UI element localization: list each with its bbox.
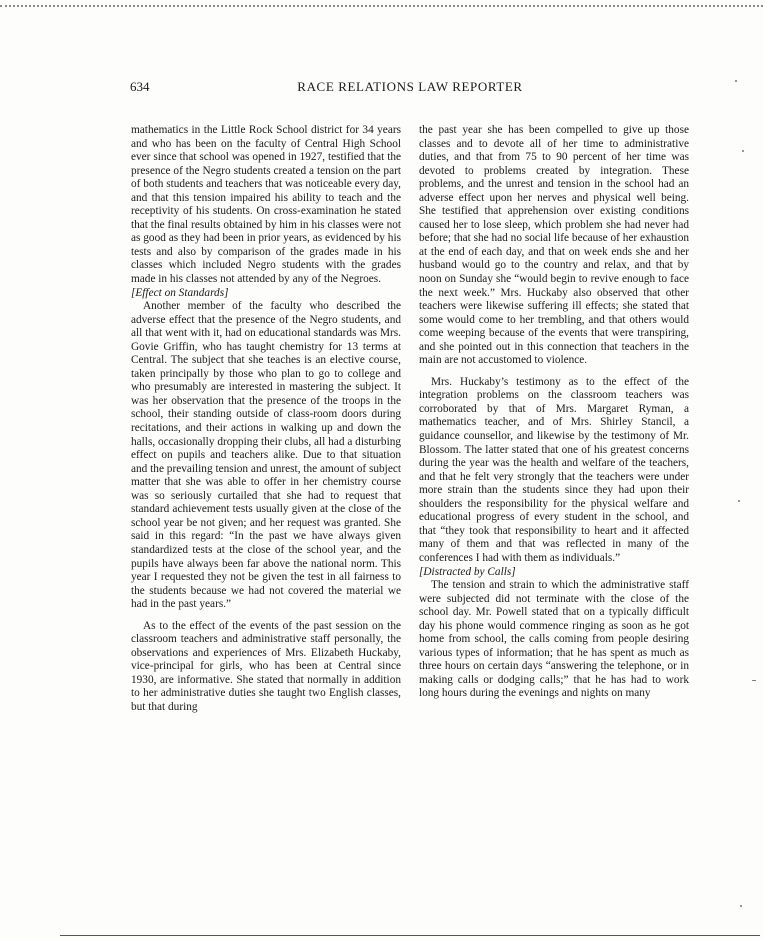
right-paragraph-1: the past year she has been compelled to give up those classes and to devote all of her time to administrative duties, and that from 75 to 90 percent of her time was devoted to problems created by integration. These problems, and the unrest and tension in the school had an adverse effect upon her nerves and physical well being. She testified that apprehension over existing conditions caused her to lose sleep, which problem she had never had before; that she had no social life because of her exhaustion at the end of each day, and that on week ends she and her husband would go to the country and relax, and that by noon on Sunday she “would begin to revive enough to face the next week.” Mrs. Huckaby also observed that other teachers were likewise suffering ill effects; she stated that some would come to her trembling, and that others would come weeping because of the events that were transpiring, and she pointed out in this connection that teachers in the main are not accustomed to violence. xyxy=(419,124,689,367)
top-edge-rule xyxy=(0,5,763,7)
left-paragraph-3: As to the effect of the events of the past session on the classroom teachers and administrative staff personally, the observations and experiences of Mrs. Elizabeth Huckaby, vice-principal for girls, who has been at Central since 1930, are informative. She stated that normally in addition to her administrative duties she taught two English classes, but that during xyxy=(131,619,401,713)
page-header xyxy=(130,79,690,97)
subhead-distracted-by-calls: [Distracted by Calls] xyxy=(419,565,516,578)
bottom-edge-rule xyxy=(60,935,760,936)
running-head: RACE RELATIONS LAW REPORTER xyxy=(297,79,523,94)
scan-speck xyxy=(740,905,742,907)
scan-speck xyxy=(742,150,744,152)
left-paragraph-1: mathematics in the Little Rock School district for 34 years and who has been on the faculty of Central High School ever since that school was opened in 1927, testified that the presence of the Negro students created a tension on the part of both students and teachers that was noticeable every day, and that this tension impaired his ability to teach and the receptivity of his students. On cross-examination he stated that the final results obtained by him in his classes were not as good as they had been in prior years, as evidenced by his tests and also by comparison of the grades made in his classes which included Negro students with the grades made in his classes not attended by any of the Negroes. xyxy=(131,124,401,286)
left-column xyxy=(131,124,401,715)
scan-speck xyxy=(735,80,737,82)
right-paragraph-3: The tension and strain to which the administrative staff were subjected did not terminate with the close of the school day. Mr. Powell stated that on a typically difficult day his phone would commence ringing as soon as he got home from school, the calls coming from people desiring various types of information; that he has spent as much as three hours on certain days “answering the telephone, or in making calls or dodging calls;” that he has had to work long hours during the evenings and nights on many xyxy=(419,579,689,700)
right-paragraph-2: Mrs. Huckaby’s testimony as to the effect of the integration problems on the classroom teachers was corroborated by that of Mrs. Margaret Ryman, a mathematics teacher, and of Mrs. Shirley Stancil, a guidance counsellor, and likewise by the testimony of Mr. Blossom. The latter stated that one of his greatest concerns during the year was the health and welfare of the teachers, and that he felt very strongly that the teachers were under more strain than the students since they had upon their shoulders the responsibility for the physical welfare and educational progress of every student in the school, and that “they took that responsibility to heart and it affected many of them and that was reflected in many of the conferences I had with them as individuals.” xyxy=(419,375,689,564)
scan-speck xyxy=(752,680,756,681)
subhead-effect-on-standards: [Effect on Standards] xyxy=(131,286,229,299)
scan-speck xyxy=(738,500,740,502)
left-paragraph-2: Another member of the faculty who described the adverse effect that the presence of the Negro students, and all that went with it, had on educational standards was Mrs. Govie Griffin, who has taught chemistry for 13 terms at Central. The subject that she teaches is an elective course, taken principally by those who plan to go to college and who presumably are interested in mastering the subject. It was her observation that the presence of the troops in the school, their standing outside of class-room doors during recitations, and their actions in walking up and down the halls, occasionally dropping their clubs, all had a disturbing effect on pupils and teachers alike. Due to that situation and the prevailing tension and unrest, the amount of subject matter that she was able to offer in her chemistry course was so seriously curtailed that she had to request that standard achievement tests usually given at the close of the school year be not given; and her request was granted. She said in this regard: “In the past we have always given standardized tests at the close of the school year, and the pupils have always been far above the national norm. This year I requested they not be given the test in all fairness to the students because we had not covered the material we had in the past years.” xyxy=(131,300,401,611)
page-number: 634 xyxy=(130,79,150,94)
right-column xyxy=(419,124,689,701)
